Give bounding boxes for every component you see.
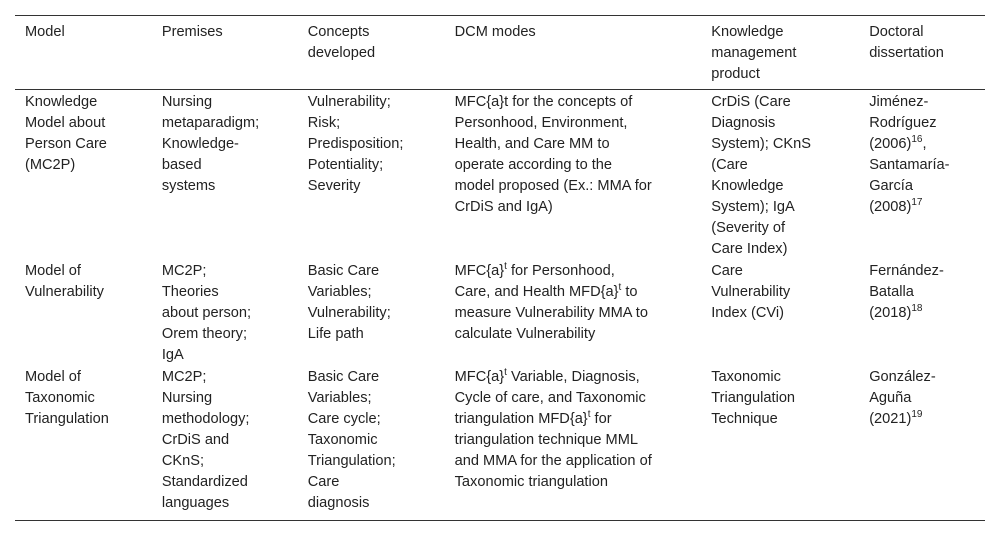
cell-text: Batalla (869, 284, 914, 300)
superscript: t (504, 261, 507, 272)
cell-text: and MMA for the application of (454, 453, 652, 469)
header-text: management (711, 45, 797, 61)
cell-text: (Care (711, 157, 748, 173)
cell-knowledge (701, 90, 859, 262)
citation-ref[interactable]: 17 (911, 197, 923, 208)
cell-text: Potentiality; (307, 157, 384, 173)
cell-text: Variables; (307, 390, 372, 406)
cell-concepts (298, 90, 445, 262)
dcm-text: MFC{a} (454, 263, 505, 279)
cell-text: Care (711, 263, 743, 279)
cell-text: Jiménez- (869, 94, 929, 110)
cell-premises (152, 90, 298, 262)
cell-model (15, 367, 152, 521)
dcm-text: Variable, Diagnosis, (506, 369, 640, 385)
cell-text: Vulnerability; (307, 94, 391, 110)
cell-model (15, 90, 152, 262)
cell-text: Personhood, Environment, (454, 115, 628, 131)
cell-knowledge (701, 367, 859, 521)
cell-text: Model of (25, 369, 81, 385)
cell-text: Fernández- (869, 263, 944, 279)
cell-text: metaparadigm; (161, 115, 260, 131)
cell-text: about person; (161, 305, 252, 321)
superscript: t (618, 282, 622, 293)
cell-text (455, 367, 694, 388)
superscript: t (587, 409, 591, 420)
cell-text: triangulation technique MML (454, 432, 638, 448)
cell-text: Aguña (869, 390, 912, 406)
header-premises (152, 16, 298, 90)
cell-text: Taxonomic (711, 369, 781, 385)
header-concepts (298, 16, 445, 90)
cell-text (869, 409, 977, 430)
table-row (15, 90, 985, 262)
header-row (15, 16, 985, 90)
header-text: developed (307, 45, 376, 61)
cell-dcm (445, 261, 702, 367)
cell-text: Cycle of care, and Taxonomic (454, 390, 646, 406)
cell-text: System); CKnS (711, 136, 811, 152)
cell-text: Knowledge (25, 94, 98, 110)
cell-text: Model about (25, 115, 106, 131)
cell-text: methodology; (161, 411, 250, 427)
cell-text: Triangulation; (307, 453, 396, 469)
dcm-text: to (621, 284, 638, 300)
cell-text: Vulnerability (711, 284, 791, 300)
header-text: Concepts (307, 24, 370, 40)
cell-text: languages (161, 495, 230, 511)
cell-dcm (445, 367, 702, 521)
header-text: DCM modes (454, 24, 536, 40)
cell-text: Basic Care (307, 369, 380, 385)
header-dcm (445, 16, 702, 90)
cell-text: Triangulation (711, 390, 796, 406)
cell-text: System); IgA (711, 199, 795, 215)
cell-text: García (869, 178, 913, 194)
citation-year: (2021) (869, 411, 912, 427)
cell-text: calculate Vulnerability (454, 326, 596, 342)
cell-text: IgA (161, 347, 184, 363)
cell-text: CrDiS and IgA) (454, 199, 553, 215)
cell-text: diagnosis (307, 495, 370, 511)
cell-text: CrDiS (Care (711, 94, 791, 110)
cell-text (455, 282, 694, 303)
cell-text: Severity (307, 178, 361, 194)
cell-knowledge (701, 261, 859, 367)
citation-year: (2008) (869, 199, 912, 215)
cell-text: operate according to the (454, 157, 613, 173)
cell-concepts (298, 367, 445, 521)
header-text: dissertation (869, 45, 944, 61)
citation-ref[interactable]: 19 (911, 409, 923, 420)
cell-text: measure Vulnerability MMA to (454, 305, 648, 321)
cell-text: González- (869, 369, 936, 385)
cell-concepts (298, 261, 445, 367)
cell-text: MC2P; (161, 263, 207, 279)
header-text: Model (25, 24, 65, 40)
cell-text: Vulnerability (25, 284, 104, 300)
cell-text: Person Care (25, 136, 107, 152)
cell-text: based (161, 157, 202, 173)
cell-text: Care cycle; (307, 411, 381, 427)
cell-text: Nursing (161, 94, 213, 110)
dcm-text: MFC{a} (454, 369, 505, 385)
superscript: t (504, 367, 507, 378)
cell-text (455, 261, 694, 282)
cell-text: Care (307, 474, 340, 490)
cell-text: (Severity of (711, 220, 786, 236)
header-text: product (711, 66, 760, 82)
cell-model (15, 261, 152, 367)
dcm-text: triangulation MFD{a} (454, 411, 588, 427)
cell-text: Knowledge- (161, 136, 239, 152)
cell-text: CrDiS and (161, 432, 230, 448)
cell-dissertation (859, 90, 985, 262)
cell-dcm (445, 90, 702, 262)
cell-text: Predisposition; (307, 136, 404, 152)
cell-text: Life path (307, 326, 364, 342)
cell-text: Taxonomic (25, 390, 95, 406)
cell-text: Model of (25, 263, 81, 279)
header-model (15, 16, 152, 90)
cell-dissertation (859, 367, 985, 521)
cell-text: Vulnerability; (307, 305, 391, 321)
cell-text: (MC2P) (25, 157, 76, 173)
cell-text: Rodríguez (869, 115, 937, 131)
cell-text (455, 409, 694, 430)
cell-text: Standardized (161, 474, 248, 490)
cell-text: Santamaría- (869, 157, 950, 173)
cell-text: MC2P; (161, 369, 207, 385)
cell-text: CKnS; (161, 453, 205, 469)
cell-text: Health, and Care MM to (454, 136, 610, 152)
header-knowledge (701, 16, 859, 90)
header-text: Doctoral (869, 24, 924, 40)
cell-dissertation (859, 261, 985, 367)
cell-premises (152, 261, 298, 367)
citation-year: (2006) (869, 136, 912, 152)
cell-text: MFC{a}t for the concepts of (454, 94, 633, 110)
cell-text: systems (161, 178, 216, 194)
citation-year: (2018) (869, 305, 912, 321)
cell-text: model proposed (Ex.: MMA for (454, 178, 652, 194)
cell-text (869, 197, 977, 218)
cell-text: Technique (711, 411, 778, 427)
citation-ref[interactable]: 18 (911, 303, 923, 314)
cell-text (869, 134, 977, 155)
dcm-text: Care, and Health MFD{a} (454, 284, 619, 300)
cell-text: Care Index) (711, 241, 788, 257)
cell-text: Nursing (161, 390, 213, 406)
cell-text: Diagnosis (711, 115, 776, 131)
cell-text: Risk; (307, 115, 341, 131)
cell-text: Variables; (307, 284, 372, 300)
cell-premises (152, 367, 298, 521)
citation-separator: , (922, 136, 927, 152)
header-text: Knowledge (711, 24, 784, 40)
models-table (15, 15, 985, 521)
cell-text: Knowledge (711, 178, 784, 194)
dcm-text: for Personhood, (506, 263, 615, 279)
table-row (15, 367, 985, 521)
cell-text: Taxonomic triangulation (454, 474, 608, 490)
header-text: Premises (161, 24, 223, 40)
cell-text (869, 303, 977, 324)
cell-text: Basic Care (307, 263, 380, 279)
cell-text: Triangulation (25, 411, 109, 427)
citation-ref[interactable]: 16 (911, 134, 923, 145)
cell-text: Taxonomic (307, 432, 378, 448)
cell-text: Index (CVi) (711, 305, 784, 321)
cell-text: Orem theory; (161, 326, 247, 342)
header-dissertation (859, 16, 985, 90)
dcm-text: for (590, 411, 612, 427)
cell-text: Theories (161, 284, 219, 300)
table-row (15, 261, 985, 367)
